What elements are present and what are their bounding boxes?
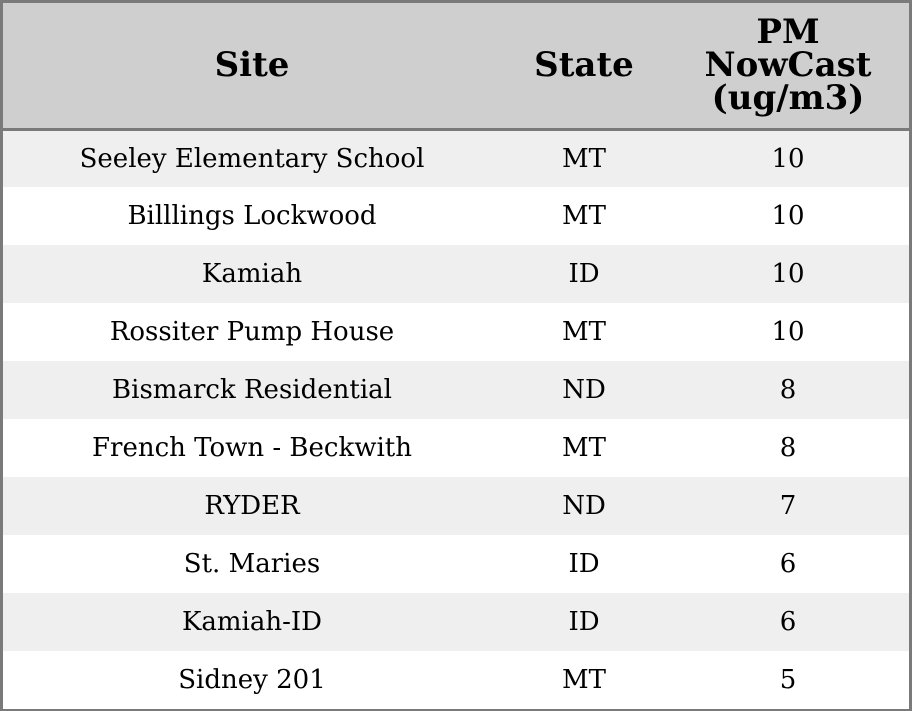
cell-pm: 10 — [771, 201, 805, 231]
table-row — [3, 593, 909, 651]
table-row — [3, 361, 909, 419]
column-header-pm — [667, 3, 909, 129]
cell-site: Rossiter Pump House — [109, 317, 395, 347]
table-row — [3, 535, 909, 593]
cell-pm: 8 — [779, 375, 797, 405]
cell-state: MT — [562, 665, 606, 695]
table-row — [3, 303, 909, 361]
column-header-pm-label: PM NowCast (ug/m3) — [704, 11, 872, 118]
cell-pm: 10 — [771, 259, 805, 289]
cell-state: MT — [562, 201, 606, 231]
cell-state: MT — [562, 143, 606, 174]
cell-site: RYDER — [204, 491, 300, 521]
column-header-state: State — [501, 3, 667, 129]
table-body — [3, 129, 909, 709]
cell-state: ID — [568, 259, 600, 289]
cell-state: ID — [568, 549, 600, 579]
cell-pm: 7 — [779, 491, 797, 521]
cell-state: ND — [562, 491, 606, 521]
cell-pm: 8 — [779, 433, 797, 463]
table-row — [3, 129, 909, 187]
data-table — [3, 3, 909, 709]
table-row — [3, 245, 909, 303]
cell-site: Billlings Lockwood — [127, 201, 377, 231]
cell-site: French Town - Beckwith — [91, 433, 413, 463]
cell-site: Kamiah-ID — [181, 607, 323, 637]
cell-pm: 5 — [779, 665, 797, 695]
cell-site: Kamiah — [201, 259, 303, 289]
table-row — [3, 419, 909, 477]
table-row — [3, 651, 909, 709]
table-row — [3, 477, 909, 535]
cell-state: MT — [562, 433, 606, 463]
cell-pm: 10 — [771, 317, 805, 347]
column-header-site: Site — [3, 3, 501, 129]
cell-site: Bismarck Residential — [112, 375, 392, 405]
cell-pm: 10 — [771, 143, 805, 174]
table-row — [3, 187, 909, 245]
cell-pm: 6 — [779, 549, 797, 579]
table-header-row — [3, 3, 909, 129]
cell-pm: 6 — [779, 607, 797, 637]
cell-site: Sidney 201 — [178, 665, 326, 695]
cell-state: ND — [562, 375, 606, 405]
cell-site: Seeley Elementary School — [79, 143, 425, 174]
cell-state: ID — [568, 607, 600, 637]
cell-state: MT — [562, 317, 606, 347]
cell-site: St. Maries — [183, 549, 321, 579]
